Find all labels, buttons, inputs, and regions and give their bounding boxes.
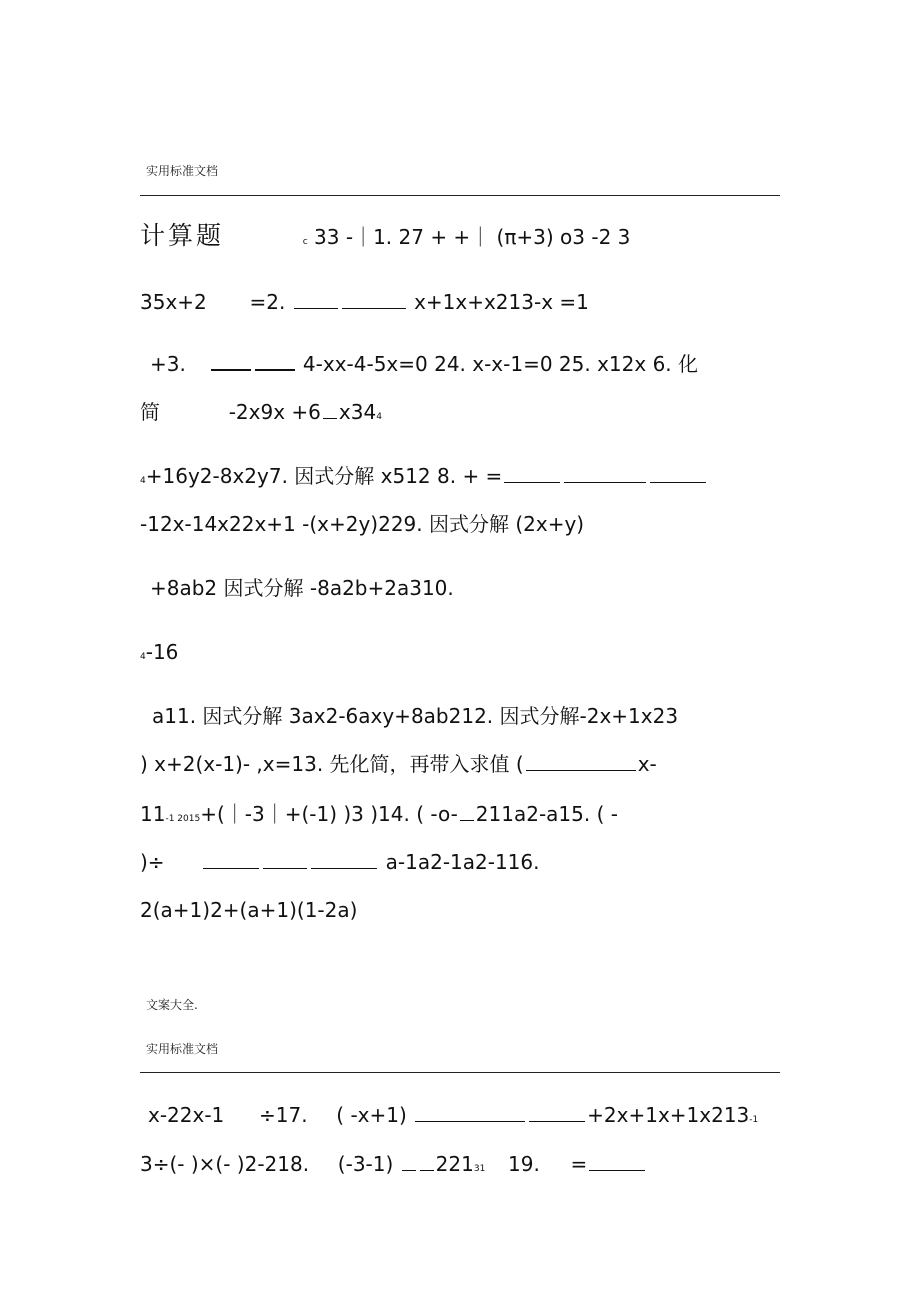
text: x- — [637, 752, 657, 776]
text: 221 — [435, 1152, 474, 1176]
text: 35x+2 — [140, 290, 207, 314]
text: 2(a+1)2+(a+1)(1-2a) — [140, 898, 358, 922]
blank-line — [415, 1121, 525, 1122]
line-12 — [140, 850, 540, 874]
page-header: 实用标准文档 — [146, 164, 219, 178]
text: 19. — [508, 1152, 540, 1176]
line-8 — [140, 640, 178, 669]
small-text: 31 — [473, 1164, 486, 1174]
text: 简 — [140, 400, 160, 424]
text: -16 — [145, 640, 179, 664]
blank-line — [323, 418, 337, 419]
small-text: 4 — [140, 652, 146, 662]
line-7 — [150, 576, 454, 600]
header-rule — [140, 1072, 780, 1073]
line-10 — [140, 752, 657, 776]
text: ÷17. — [259, 1103, 308, 1127]
blank-line — [504, 482, 560, 483]
text: =2. — [249, 290, 286, 314]
text: (-3-1) — [337, 1152, 394, 1176]
section-title: 计算题 — [140, 221, 225, 250]
text: 211a2-a15. ( - — [475, 802, 618, 826]
blank-line — [460, 820, 474, 821]
line-5 — [140, 464, 708, 493]
line-2 — [140, 290, 589, 314]
blank-line — [564, 482, 646, 483]
blank-line — [402, 1170, 416, 1171]
page2-line-1 — [148, 1103, 758, 1132]
text: -12x-14x22x+1 -(x+2y)229. 因式分解 (2x+y) — [140, 512, 585, 536]
line-9 — [152, 704, 678, 728]
text: x34 — [338, 400, 377, 424]
page-header: 实用标准文档 — [146, 1042, 219, 1056]
line-1 — [140, 221, 631, 254]
blank-line — [589, 1170, 645, 1171]
text: +2x+1x+1x213 — [587, 1103, 750, 1127]
text: 33 -｜1. 27 + +｜ (π+3) o3 -2 3 — [314, 225, 631, 249]
blank-line — [311, 868, 377, 869]
text: ( -x+1) — [336, 1103, 407, 1127]
text: = — [570, 1152, 588, 1176]
blank-line — [529, 1121, 585, 1122]
blank-line — [203, 868, 259, 869]
line-3 — [150, 352, 698, 376]
small-text: 4 — [140, 476, 146, 486]
line-11 — [140, 802, 618, 831]
blank-line — [294, 308, 338, 309]
text: +3. — [150, 352, 186, 376]
text: a-1a2-1a2-116. — [385, 850, 540, 874]
header-rule — [140, 195, 780, 196]
text: 3÷(- )×(- )2-218. — [140, 1152, 310, 1176]
text: )÷ — [140, 850, 165, 874]
blank-line — [526, 770, 636, 771]
line-6 — [140, 512, 584, 536]
blank-line — [263, 868, 307, 869]
blank-line — [211, 369, 251, 371]
small-text: c — [302, 237, 308, 247]
line-4 — [140, 400, 382, 429]
text: +16y2-8x2y7. 因式分解 x512 8. + = — [145, 464, 503, 488]
small-text: 4 — [376, 412, 382, 422]
blank-line — [420, 1170, 434, 1171]
text: 4-xx-4-5x=0 24. x-x-1=0 25. x12x 6. 化 — [302, 352, 699, 376]
page2-line-2 — [140, 1152, 647, 1181]
page-footer: 文案大全. — [146, 998, 198, 1012]
blank-line — [342, 308, 406, 309]
text: x+1x+x213-x =1 — [414, 290, 589, 314]
blank-line — [255, 369, 295, 371]
text: ) x+2(x-1)- ,x=13. 先化简，再带入求值 ( — [140, 752, 524, 776]
text: x-22x-1 — [148, 1103, 225, 1127]
text: 11 — [140, 802, 166, 826]
text: +(｜-3｜+(-1) )3 )14. ( -o- — [200, 802, 458, 826]
text: -2x9x +6 — [228, 400, 321, 424]
text: a11. 因式分解 3ax2-6axy+8ab212. 因式分解-2x+1x23 — [152, 704, 679, 728]
text: +8ab2 因式分解 -8a2b+2a310. — [150, 576, 454, 600]
small-text: -1 — [749, 1115, 759, 1125]
blank-line — [650, 482, 706, 483]
line-13 — [140, 898, 357, 922]
small-text: -1 2015 — [165, 814, 201, 824]
